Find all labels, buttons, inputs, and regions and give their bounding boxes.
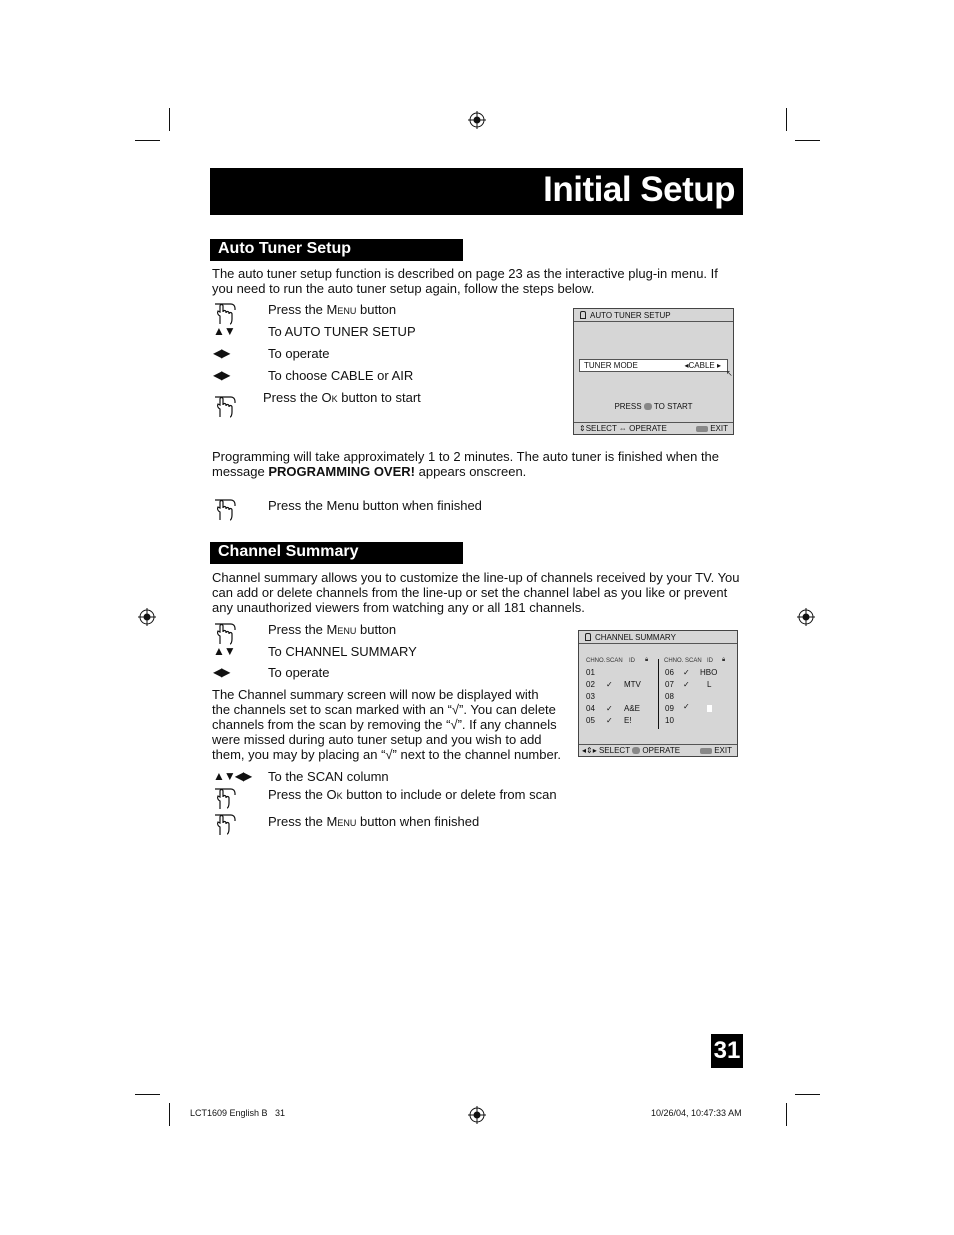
hand-press-icon [212, 393, 238, 419]
lock-icon [585, 633, 591, 641]
tuner-mode-row: TUNER MODE ◂CABLE ▸ [579, 359, 728, 372]
crop-mark [169, 1103, 170, 1126]
footer-left: LCT1609 English B 31 [190, 1108, 286, 1118]
left-right-arrows-icon: ◀▶ [213, 368, 230, 382]
channel-summary-screen: CHANNEL SUMMARY CHNO. SCAN ID 🔒︎ CHNO. SCAN ID 🔒︎ 01 02 ✓ MTV 03 04 ✓ A&E 05 ✓ E! 06 ✓ HBO 07 ✓ L 08 09 ✓ 10 ◂⇕▸ SELECT OPERATE EXIT [578, 630, 738, 757]
ok-key-icon [644, 403, 652, 410]
step-press-ok: Press the Ok button to start [263, 390, 421, 405]
left-right-arrows-icon: ◀▶ [213, 665, 230, 679]
text-cursor [707, 705, 712, 712]
crop-mark [135, 140, 160, 141]
hand-press-icon [212, 785, 238, 811]
step-finish: Press the Menu button when finished [268, 498, 482, 513]
screen-header: CHANNEL SUMMARY [579, 631, 737, 644]
ok-key-icon [632, 747, 640, 754]
screen-header: AUTO TUNER SETUP [574, 309, 733, 322]
lock-col-icon: 🔒︎ [722, 657, 726, 663]
lock-icon [580, 311, 586, 319]
registration-mark-icon [468, 111, 486, 129]
press-to-start: PRESS TO START [614, 402, 693, 411]
menu-key-icon [700, 748, 712, 754]
menu-key-icon [696, 426, 708, 432]
hand-press-icon [212, 496, 238, 522]
hand-press-icon [212, 300, 238, 326]
hand-press-icon [212, 620, 238, 646]
registration-mark-icon [138, 608, 156, 626]
step-choose-cable-air: To choose CABLE or AIR [268, 368, 414, 383]
column-divider [658, 659, 659, 729]
section-heading-channel-summary: Channel Summary [210, 542, 463, 564]
auto-tuner-screen [573, 308, 734, 435]
step-press-menu-finish: Press the Menu button when finished [268, 814, 480, 829]
crop-mark [786, 1103, 787, 1126]
crop-mark [135, 1094, 160, 1095]
up-down-arrows-icon: ▲▼ [213, 324, 235, 338]
screen-footer: ⇕SELECT ⇔ OPERATE EXIT [574, 422, 733, 434]
tuner-mode-value: ◂CABLE ▸ [684, 361, 721, 370]
section-heading-auto-tuner: Auto Tuner Setup [210, 239, 463, 261]
step-scan-column: To the SCAN column [268, 769, 389, 784]
channel-summary-intro: Channel summary allows you to customize the line-up of channels received by your TV. You can add or delete channels from the line-up or set the channel label as you like or prevent any unauthorized viewers from watching any or all 181 channels. [212, 570, 740, 615]
step-press-ok-scan: Press the Ok button to include or delete from scan [268, 787, 557, 802]
step-operate: To operate [268, 346, 330, 361]
crop-mark [786, 108, 787, 131]
lock-col-icon: 🔒︎ [645, 657, 649, 663]
step-press-menu: Press the Menu button [268, 622, 397, 637]
page-title-bar [210, 168, 743, 215]
programming-note: Programming will take approximately 1 to 2 minutes. The auto tuner is finished when the message PROGRAMMING OVER! appears onscreen. [212, 449, 720, 479]
registration-mark-icon [797, 608, 815, 626]
arrows-all-icon: ▲▼◀▶ [213, 769, 252, 783]
crop-mark [169, 108, 170, 131]
channel-summary-body: The Channel summary screen will now be displayed with the channels set to scan marked with an “√”. You can delete channels from the scan by removing the “√”. If any channels were missed during auto tuner setup and you wish to add them, you may by placing an “√” next to the channel number. [212, 687, 561, 762]
step-channel-summary: To CHANNEL SUMMARY [268, 644, 417, 659]
crop-mark [795, 1094, 820, 1095]
registration-mark-icon [468, 1106, 486, 1124]
page-number: 31 [711, 1034, 743, 1068]
step-press-menu: Press the Menu button [268, 302, 397, 317]
step-operate: To operate [268, 665, 330, 680]
hand-press-icon [212, 811, 238, 837]
step-auto-tuner-setup: To AUTO TUNER SETUP [268, 324, 416, 339]
auto-tuner-intro: The auto tuner setup function is described on page 23 as the interactive plug-in menu. If you need to run the auto tuner setup again, follow the steps below. [212, 266, 718, 296]
footer-right: 10/26/04, 10:47:33 AM [651, 1108, 742, 1118]
left-right-arrows-icon: ◀▶ [213, 346, 230, 360]
crop-mark [795, 140, 820, 141]
page-title: Initial Setup [543, 170, 735, 209]
screen-footer: ◂⇕▸ SELECT OPERATE EXIT [579, 744, 737, 756]
up-down-arrows-icon: ▲▼ [213, 644, 235, 658]
cursor-icon: ↖ [726, 369, 733, 378]
